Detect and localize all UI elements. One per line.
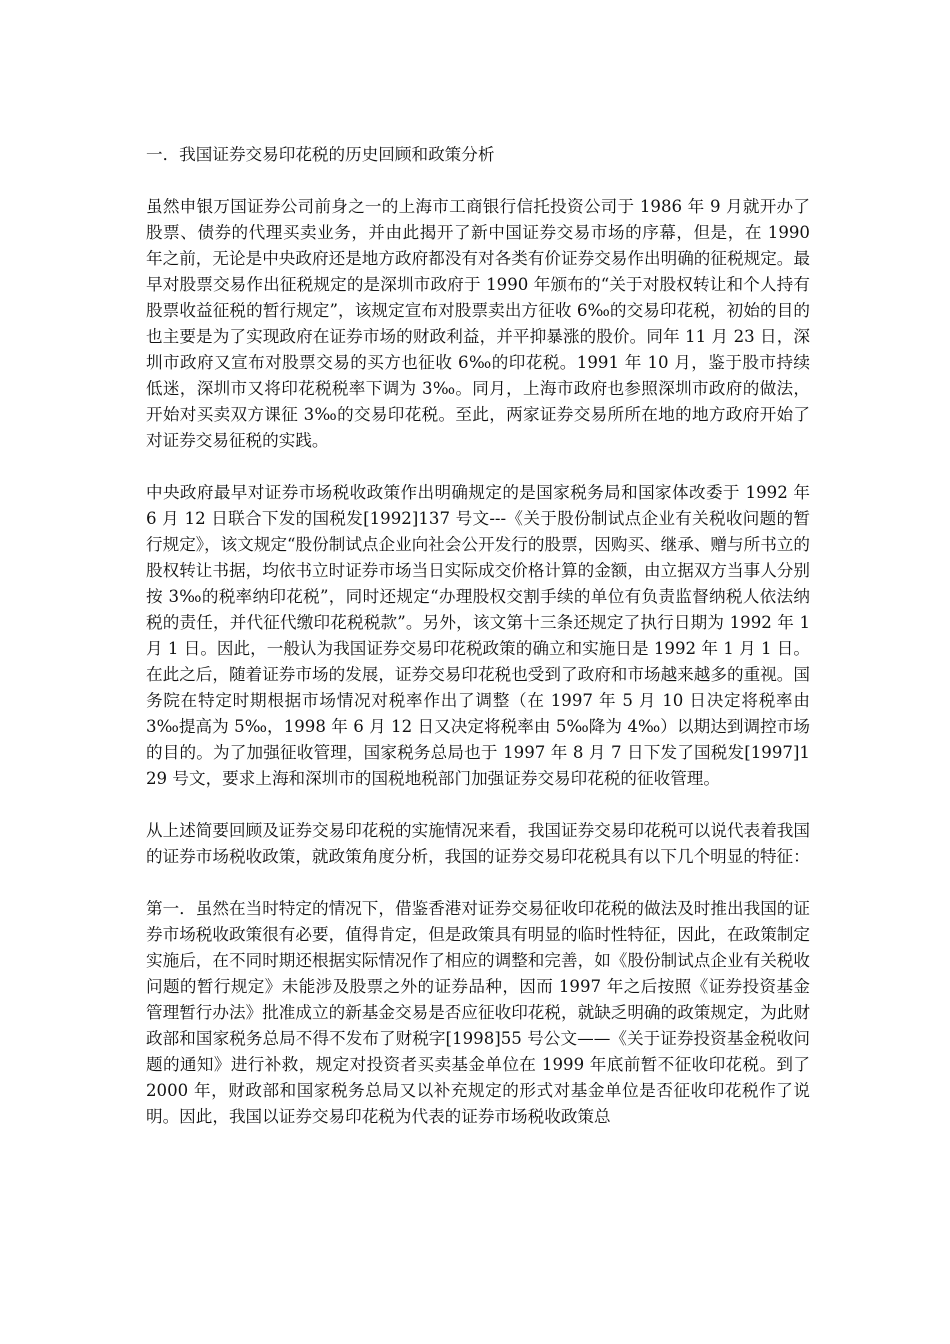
paragraph-history: 虽然申银万国证券公司前身之一的上海市工商银行信托投资公司于 1986 年 9 月就开办了股票、债券的代理买卖业务，并由此揭开了新中国证券交易市场的序幕，但是，在 1990 年之前，无论是中央政府还是地方政府都没有对各类有价证券交易作出明确的征税规定。最早对股票交易作出征税规定的是深圳市政府于 1990 年颁布的“关于对股权转让和个人持有股票收益征税的暂行规定”，该规定宣布对股票卖出方征收 6‰的交易印花税，初始的目的也主要是为了实现政府在证券市场的财政利益，并平抑暴涨的股价。同年 11 月 23 日，深圳市政府又宣布对股票交易的买方也征收 6‰的印花税。1991 年 10 月，鉴于股市持续低迷，深圳市又将印花税税率下调为 3‰。同月，上海市政府也参照深圳市政府的做法，开始对买卖双方课征 3‰的交易印花税。至此，两家证券交易所所在地的地方政府开始了对证券交易征税的实践。: [146, 197, 810, 450]
paragraph-feature-one: 第一．虽然在当时特定的情况下，借鉴香港对证券交易征收印花税的做法及时推出我国的证券市场税收政策很有必要，值得肯定，但是政策具有明显的临时性特征，因此，在政策制定实施后，在不同时期还根据实际情况作了相应的调整和完善，如《股份制试点企业有关税收问题的暂行规定》未能涉及股票之外的证券品种，因而 1997 年之后按照《证券投资基金管理暂行办法》批准成立的新基金交易是否应征收印花税，就缺乏明确的政策规定，为此财政部和国家税务总局不得不发布了财税字[1998]55 号公文——《关于证券投资基金税收问题的通知》进行补救，规定对投资者买卖基金单位在 1999 年底前暂不征收印花税。到了 2000 年，财政部和国家税务总局又以补充规定的形式对基金单位是否征收印花税作了说明。因此，我国以证券交易印花税为代表的证券市场税收政策总: [146, 899, 810, 1126]
paragraph-central-policy: 中央政府最早对证券市场税收政策作出明确规定的是国家税务局和国家体改委于 1992 年 6 月 12 日联合下发的国税发[1992]137 号文---《关于股份制试点企业有关税收问题的暂行规定》，该文规定“股份制试点企业向社会公开发行的股票，因购买、继承、赠与所书立的股权转让书据，均依书立时证券市场当日实际成交价格计算的金额，由立据双方当事人分别按 3‰的税率纳印花税”，同时还规定“办理股权交割手续的单位有负责监督纳税人依法纳税的责任，并代征代缴印花税税款”。另外，该文第十三条还规定了执行日期为 1992 年 1 月 1 日。因此，一般认为我国证券交易印花税政策的确立和实施日是 1992 年 1 月 1 日。在此之后，随着证券市场的发展，证券交易印花税也受到了政府和市场越来越多的重视。国务院在特定时期根据市场情况对税率作出了调整（在 1997 年 5 月 10 日决定将税率由 3‰提高为 5‰，1998 年 6 月 12 日又决定将税率由 5‰降为 4‰）以期达到调控市场的目的。为了加强征收管理，国家税务总局也于 1997 年 8 月 7 日下发了国税发[1997]129 号文，要求上海和深圳市的国税地税部门加强证券交易印花税的征收管理。: [146, 483, 810, 788]
document-page: [146, 142, 810, 1130]
paragraph-features-intro: 从上述简要回顾及证券交易印花税的实施情况来看，我国证券交易印花税可以说代表着我国的证券市场税收政策，就政策角度分析，我国的证券交易印花税具有以下几个明显的特征：: [146, 821, 810, 866]
section-heading: 一．我国证券交易印花税的历史回顾和政策分析: [146, 145, 495, 164]
